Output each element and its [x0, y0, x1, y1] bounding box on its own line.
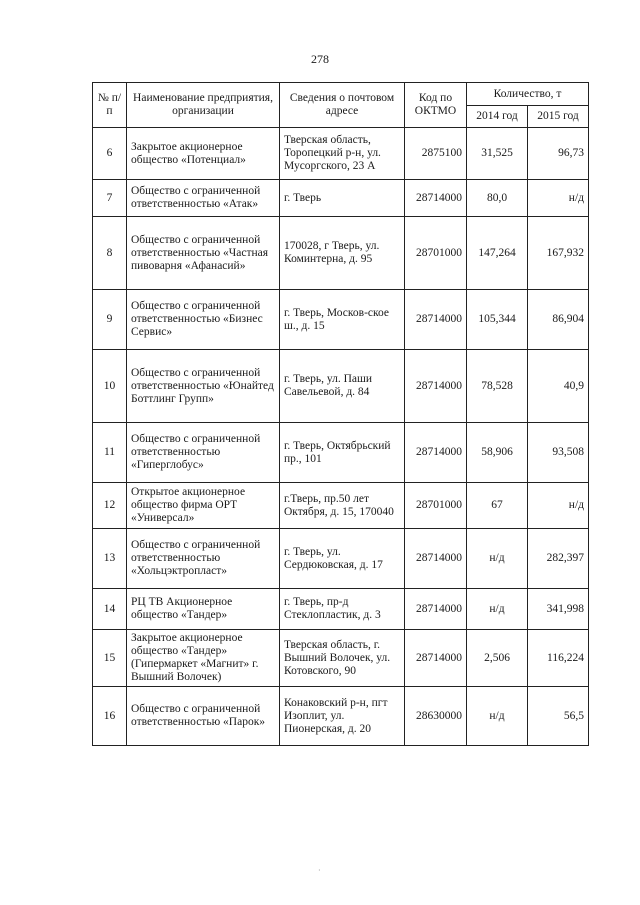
organization-name: Общество с ограниченной ответственностью «Парок»: [127, 687, 280, 746]
quantity-2014: 78,528: [467, 350, 528, 423]
postal-address: Тверская область, г. Вышний Волочек, ул. Котовского, 90: [280, 630, 405, 687]
scan-mark: ·: [318, 866, 321, 875]
page-number: 278: [311, 52, 329, 66]
row-number: 14: [93, 589, 127, 630]
row-number: 9: [93, 290, 127, 350]
table-row: [93, 529, 589, 589]
row-number: 13: [93, 529, 127, 589]
quantity-2014: 31,525: [467, 128, 528, 180]
organization-name: Общество с ограниченной ответственностью «Частная пивоварня «Афанасий»: [127, 217, 280, 290]
organization-name: Общество с ограниченной ответственностью «Гиперглобус»: [127, 423, 280, 483]
table-row: [93, 217, 589, 290]
header-name: Наименование предприятия, организации: [127, 83, 280, 128]
organization-name: Открытое акционерное общество фирма ОРТ «Универсал»: [127, 483, 280, 529]
oktmo-code: 28714000: [405, 589, 467, 630]
quantity-2015: 282,397: [528, 529, 589, 589]
quantity-2014: 2,506: [467, 630, 528, 687]
organization-name: Закрытое акционерное общество «Потенциал»: [127, 128, 280, 180]
postal-address: Конаковский р-н, пгт Изоплит, ул. Пионерская, д. 20: [280, 687, 405, 746]
oktmo-code: 28714000: [405, 630, 467, 687]
quantity-2014: 58,906: [467, 423, 528, 483]
oktmo-code: 28714000: [405, 290, 467, 350]
table-row: [93, 350, 589, 423]
header-num: № п/п: [93, 83, 127, 128]
postal-address: г. Тверь, пр-д Стеклопластик, д. 3: [280, 589, 405, 630]
row-number: 8: [93, 217, 127, 290]
quantity-2014: 147,264: [467, 217, 528, 290]
table-row: [93, 589, 589, 630]
header-code: Код по ОКТМО: [405, 83, 467, 128]
row-number: 16: [93, 687, 127, 746]
table-row: [93, 128, 589, 180]
oktmo-code: 28630000: [405, 687, 467, 746]
postal-address: Тверская область, Торопецкий р-н, ул. Мусоргского, 23 А: [280, 128, 405, 180]
quantity-2015: 86,904: [528, 290, 589, 350]
organization-name: Общество с ограниченной ответственностью «Юнайтед Боттлинг Групп»: [127, 350, 280, 423]
quantity-2015: 40,9: [528, 350, 589, 423]
row-number: 11: [93, 423, 127, 483]
postal-address: г. Тверь, Москов-ское ш., д. 15: [280, 290, 405, 350]
row-number: 6: [93, 128, 127, 180]
postal-address: г. Тверь: [280, 180, 405, 217]
quantity-2014: 80,0: [467, 180, 528, 217]
oktmo-code: 28701000: [405, 217, 467, 290]
quantity-2015: н/д: [528, 483, 589, 529]
oktmo-code: 28714000: [405, 529, 467, 589]
table-row: [93, 423, 589, 483]
row-number: 7: [93, 180, 127, 217]
quantity-2014: 67: [467, 483, 528, 529]
quantity-2015: 96,73: [528, 128, 589, 180]
quantity-2014: н/д: [467, 687, 528, 746]
header-year-2014: 2014 год: [467, 106, 528, 128]
row-number: 12: [93, 483, 127, 529]
postal-address: г.Тверь, пр.50 лет Октября, д. 15, 170040: [280, 483, 405, 529]
quantity-2014: н/д: [467, 529, 528, 589]
postal-address: 170028, г Тверь, ул. Коминтерна, д. 95: [280, 217, 405, 290]
row-number: 15: [93, 630, 127, 687]
organization-name: РЦ ТВ Акционерное общество «Тандер»: [127, 589, 280, 630]
postal-address: г. Тверь, ул. Сердюковская, д. 17: [280, 529, 405, 589]
quantity-2015: 116,224: [528, 630, 589, 687]
oktmo-code: 28714000: [405, 180, 467, 217]
oktmo-code: 28701000: [405, 483, 467, 529]
quantity-2015: н/д: [528, 180, 589, 217]
organization-name: Общество с ограниченной ответственностью «Хольцэктропласт»: [127, 529, 280, 589]
header-year-2015: 2015 год: [528, 106, 589, 128]
postal-address: г. Тверь, Октябрьский пр., 101: [280, 423, 405, 483]
table-row: [93, 687, 589, 746]
organization-name: Общество с ограниченной ответственностью «Бизнес Сервис»: [127, 290, 280, 350]
organizations-table: [92, 82, 589, 746]
table-row: [93, 180, 589, 217]
oktmo-code: 2875100: [405, 128, 467, 180]
quantity-2015: 93,508: [528, 423, 589, 483]
row-number: 10: [93, 350, 127, 423]
quantity-2014: н/д: [467, 589, 528, 630]
header-address: Сведения о почтовом адресе: [280, 83, 405, 128]
table-row: [93, 630, 589, 687]
table-row: [93, 483, 589, 529]
organization-name: Общество с ограниченной ответственностью «Атак»: [127, 180, 280, 217]
table-body: [93, 128, 589, 746]
organization-name: Закрытое акционерное общество «Тандер» (Гипермаркет «Магнит» г. Вышний Волочек): [127, 630, 280, 687]
postal-address: г. Тверь, ул. Паши Савельевой, д. 84: [280, 350, 405, 423]
quantity-2015: 56,5: [528, 687, 589, 746]
quantity-2015: 341,998: [528, 589, 589, 630]
quantity-2014: 105,344: [467, 290, 528, 350]
oktmo-code: 28714000: [405, 350, 467, 423]
header-quantity: Количество, т: [467, 83, 589, 106]
oktmo-code: 28714000: [405, 423, 467, 483]
table-row: [93, 290, 589, 350]
quantity-2015: 167,932: [528, 217, 589, 290]
